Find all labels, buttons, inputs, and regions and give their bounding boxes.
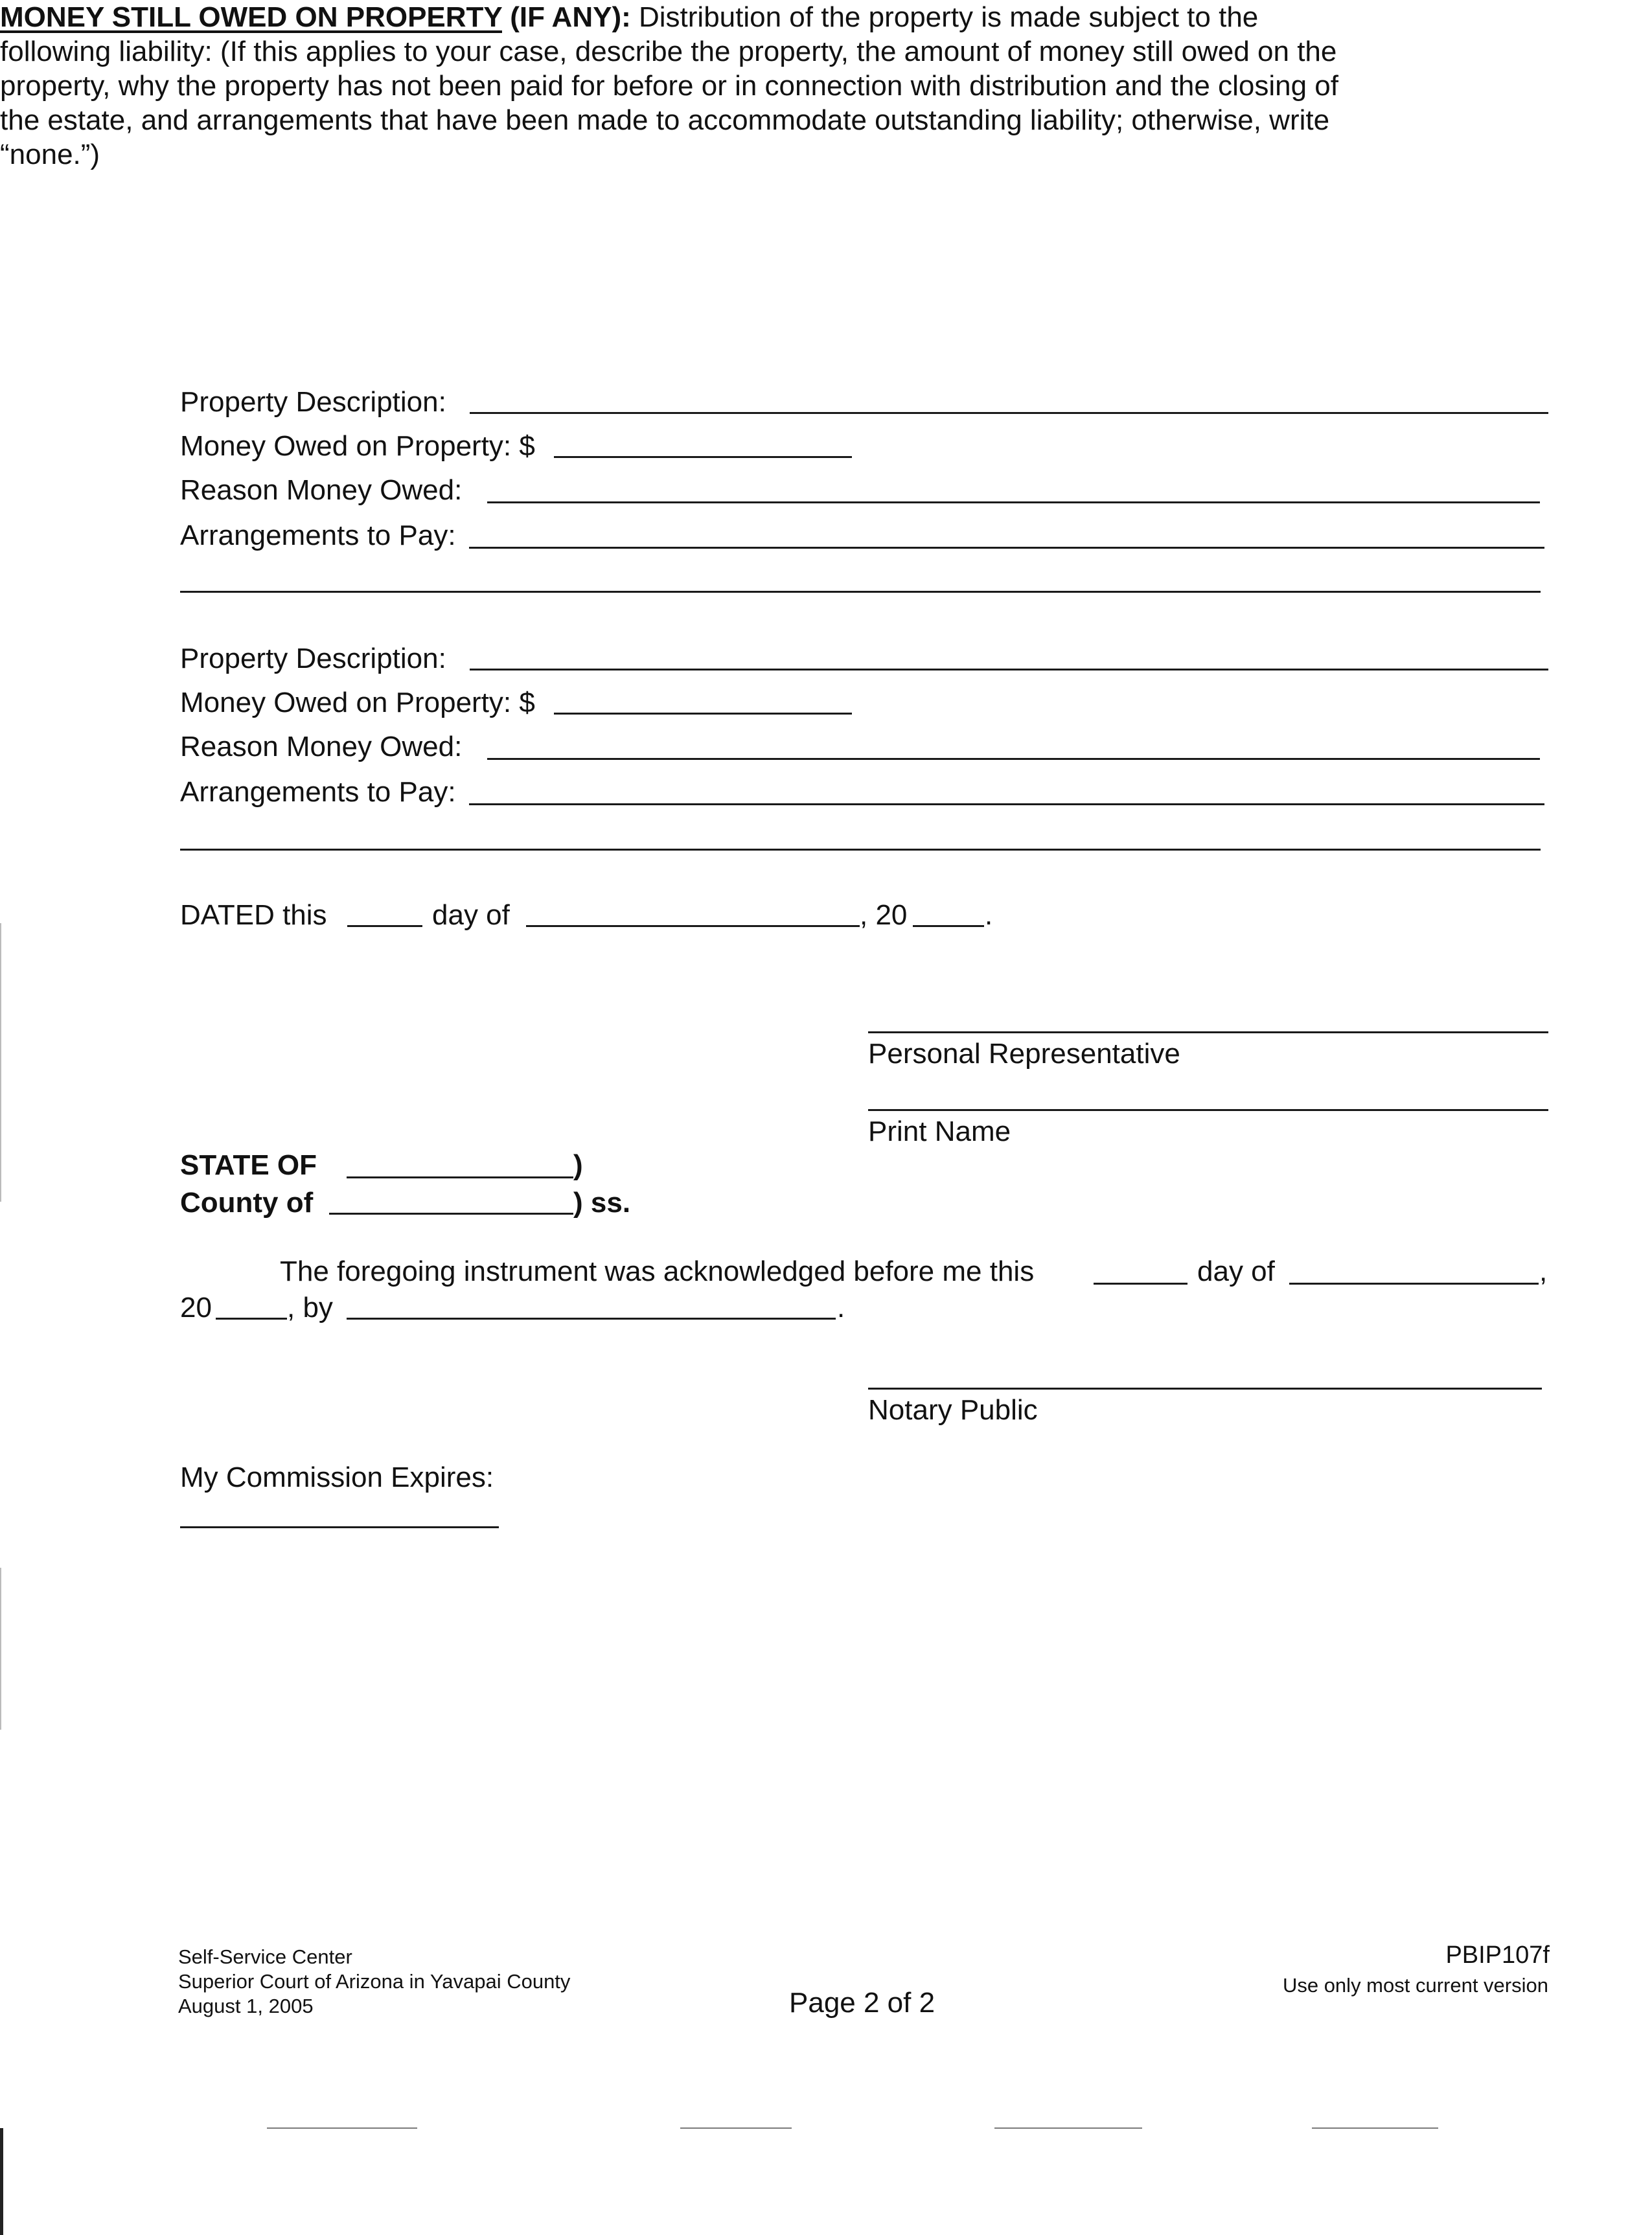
state-of-label: STATE OF bbox=[180, 1149, 317, 1181]
state-paren: ) bbox=[573, 1149, 583, 1181]
ack-month-field[interactable] bbox=[1289, 1283, 1539, 1285]
intro-paragraph bbox=[0, 0, 1367, 172]
property-description-field-1[interactable] bbox=[470, 412, 1548, 414]
dated-prefix: DATED this bbox=[180, 899, 327, 931]
arrangements-label-1: Arrangements to Pay: bbox=[180, 520, 456, 551]
personal-rep-label: Personal Representative bbox=[868, 1038, 1180, 1070]
money-owed-label-2: Money Owed on Property: $ bbox=[180, 687, 535, 718]
footer-left-3: August 1, 2005 bbox=[178, 1995, 314, 2017]
commission-field[interactable] bbox=[180, 1526, 499, 1528]
property-description-label-2: Property Description: bbox=[180, 643, 446, 674]
dated-month-field[interactable] bbox=[526, 925, 860, 927]
property-description-label-1: Property Description: bbox=[180, 386, 446, 418]
scan-mark bbox=[1312, 2127, 1438, 2129]
arrangements-field-2-cont[interactable] bbox=[180, 849, 1541, 851]
ack-end: . bbox=[837, 1292, 845, 1324]
scan-mark bbox=[267, 2127, 417, 2129]
state-field[interactable] bbox=[347, 1176, 573, 1178]
ack-by-field[interactable] bbox=[347, 1318, 836, 1320]
county-ss: ) ss. bbox=[573, 1187, 631, 1219]
money-owed-field-1[interactable] bbox=[554, 456, 852, 458]
ack-day-of: day of bbox=[1197, 1255, 1275, 1287]
money-owed-field-2[interactable] bbox=[554, 713, 852, 715]
arrangements-field-1[interactable] bbox=[469, 547, 1544, 549]
scan-edge bbox=[0, 1568, 1, 1730]
ack-year-prefix: 20 bbox=[180, 1292, 212, 1324]
ack-by: , by bbox=[287, 1292, 333, 1324]
arrangements-label-2: Arrangements to Pay: bbox=[180, 776, 456, 808]
arrangements-field-2[interactable] bbox=[469, 803, 1544, 805]
ack-year-field[interactable] bbox=[216, 1318, 287, 1320]
notary-signature-field[interactable] bbox=[868, 1388, 1542, 1390]
scan-edge bbox=[0, 2128, 3, 2235]
dated-year-field[interactable] bbox=[913, 925, 984, 927]
acknowledgment-text: The foregoing instrument was acknowledged before me this bbox=[280, 1255, 1035, 1287]
dated-day-field[interactable] bbox=[347, 925, 422, 927]
ack-day-field[interactable] bbox=[1094, 1283, 1187, 1285]
dated-end: . bbox=[985, 899, 993, 931]
section-heading: MONEY STILL OWED ON PROPERTY bbox=[0, 1, 502, 33]
commission-label: My Commission Expires: bbox=[180, 1461, 494, 1493]
reason-label-2: Reason Money Owed: bbox=[180, 731, 463, 762]
reason-label-1: Reason Money Owed: bbox=[180, 474, 463, 506]
form-id: PBIP107f bbox=[1445, 1942, 1550, 1969]
dated-day-of: day of bbox=[432, 899, 510, 931]
intro-text: Distribution of the property is made subject to the following liability: (If this applies to your case, describe the property, the amount of money still owed on the property, why the property has not been paid for before or in connection with distribution and the closing of the estate, and arrangements that have been made to accommodate outstanding liability; otherwise, write “none.”) bbox=[0, 1, 1338, 170]
section-qualifier: (IF ANY): bbox=[501, 1, 631, 33]
version-note: Use only most current version bbox=[1282, 1974, 1548, 1997]
scan-edge bbox=[0, 923, 1, 1202]
dated-year-prefix: , 20 bbox=[860, 899, 908, 931]
reason-field-2[interactable] bbox=[487, 758, 1540, 760]
footer-left-2: Superior Court of Arizona in Yavapai County bbox=[178, 1970, 571, 1993]
print-name-label: Print Name bbox=[868, 1116, 1011, 1147]
county-of-label: County of bbox=[180, 1187, 314, 1219]
ack-comma: , bbox=[1539, 1255, 1548, 1287]
money-owed-label-1: Money Owed on Property: $ bbox=[180, 430, 535, 462]
county-field[interactable] bbox=[329, 1213, 573, 1215]
personal-rep-signature-field[interactable] bbox=[868, 1031, 1548, 1033]
print-name-field[interactable] bbox=[868, 1109, 1548, 1111]
scan-mark bbox=[680, 2127, 792, 2129]
footer-left-1: Self-Service Center bbox=[178, 1945, 352, 1968]
reason-field-1[interactable] bbox=[487, 501, 1540, 503]
arrangements-field-1-cont[interactable] bbox=[180, 591, 1541, 593]
notary-label: Notary Public bbox=[868, 1394, 1038, 1426]
property-description-field-2[interactable] bbox=[470, 669, 1548, 670]
page-number: Page 2 of 2 bbox=[789, 1987, 935, 2019]
scan-mark bbox=[994, 2127, 1142, 2129]
